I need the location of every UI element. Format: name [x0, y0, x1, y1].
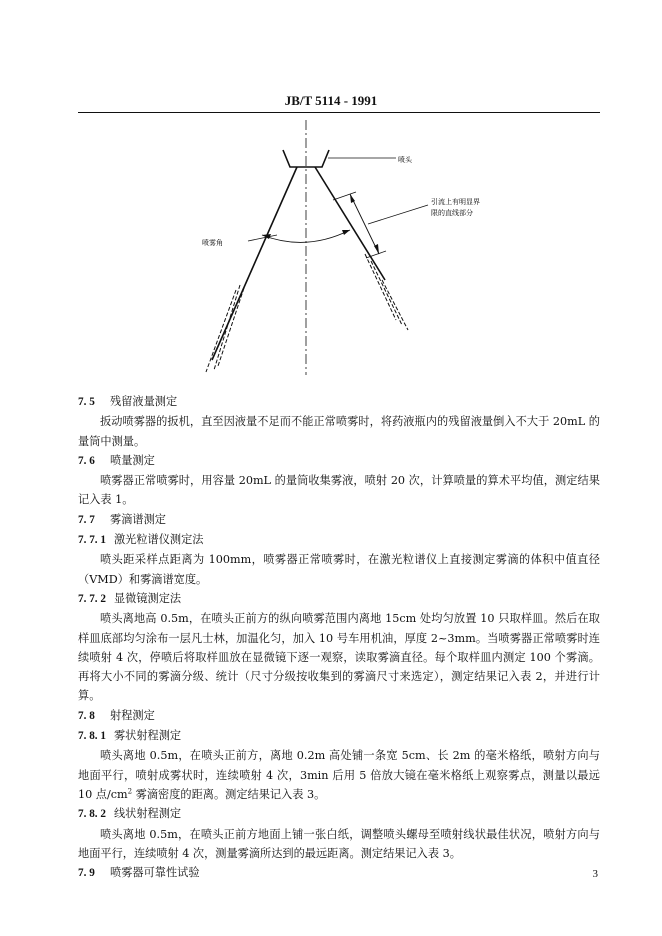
- paragraph: 喷头离地 0.5m，在喷头正前方地面上铺一张白纸，调整喷头螺母至喷射线状最佳状况，喷射方向与地面平行，连续喷射 4 次，测量雾滴所达到的最远距离。测定结果记入表 3。: [78, 827, 600, 860]
- section-number: 7. 8: [78, 709, 95, 722]
- subsection-heading: [78, 726, 600, 746]
- subsection-heading: [78, 589, 600, 609]
- section-heading: [78, 863, 600, 883]
- section-number: 7. 8. 1: [78, 730, 106, 743]
- section-number: 7. 7. 1: [78, 534, 106, 547]
- dimension-line: [350, 194, 379, 254]
- section-heading: [78, 451, 600, 471]
- paragraph: [78, 746, 600, 804]
- boundary-leader: [368, 205, 428, 224]
- section-title: 雾滴谱测定: [110, 512, 166, 526]
- section-number: 7. 7: [78, 513, 95, 526]
- section-title: 雾状射程测定: [113, 729, 182, 743]
- page-header: JB/T 5114 - 1991: [284, 93, 378, 108]
- page-number: 3: [592, 868, 598, 880]
- spray-edge-left: [212, 167, 297, 360]
- superscript: 2: [127, 787, 133, 796]
- paragraph: 扳动喷雾器的扳机，直至因液量不足而不能正常喷雾时，将药液瓶内的残留液量倒入不大于 20mL 的量筒中测量。: [78, 415, 600, 448]
- section-title: 喷量测定: [110, 453, 155, 467]
- section-number: 7. 8. 2: [78, 808, 106, 821]
- spray-angle-figure: [150, 120, 550, 380]
- section-number: 7. 9: [78, 867, 95, 880]
- paragraph: 喷头离地高 0.5m，在喷头正前方的纵向喷雾范围内离地 15cm 处均匀放置 10 只取样皿。然后在取样皿底部均匀涂布一层凡士林，加温化匀，加入 10 号车用机油，厚度 2~3mm。当喷雾器正常喷雾时连续喷射 4 次，停喷后将取样皿放在显微镜下逐一观察，读取雾滴直径。每个取样皿内测定 100 个雾滴。再将大小不同的雾滴分级、统计（尺寸分级按收集到的雾滴尺寸来选定），测定结果记入表 2，并进行计算。: [78, 612, 600, 703]
- section-heading: [78, 706, 600, 726]
- section-heading: [78, 392, 600, 412]
- paragraph-text: 喷头离地 0.5m，在喷头正前方，离地 0.2m 高处铺一条宽 5cm、长 2m 的毫米格纸，喷射方向与地面平行，喷射成雾状时，连续喷射 4 次，3min 后用 5 倍放大镜在毫米格纸上观察雾点，测量以最远 10 点/cm: [78, 749, 600, 801]
- paragraph: 喷头距采样点距离为 100mm，喷雾器正常喷雾时，在激光粒谱仪上直接测定雾滴的体积中值直径（VMD）和雾滴谱宽度。: [78, 553, 600, 586]
- section-title: 激光粒谱仪测定法: [113, 533, 204, 547]
- label-boundary-line2: 限的直线部分: [431, 209, 473, 217]
- section-title: 残留液量测定: [110, 395, 178, 408]
- body-text: [78, 392, 600, 883]
- section-number: 7. 6: [78, 454, 95, 467]
- label-spray-angle: 喷雾角: [202, 239, 223, 247]
- subsection-heading: [78, 530, 600, 550]
- spray-edge-right: [315, 167, 385, 280]
- label-nozzle: 喷头: [398, 156, 412, 164]
- section-title: 线状射程测定: [113, 807, 182, 821]
- dimension-arrow-top: [350, 194, 355, 203]
- header-rule: [78, 112, 600, 113]
- label-boundary-line1: 引流上有明显界: [431, 198, 480, 206]
- section-number: 7. 5: [78, 396, 95, 408]
- section-title: 喷雾器可靠性试验: [110, 866, 200, 880]
- section-heading: [78, 510, 600, 530]
- section-number: 7. 7. 2: [78, 592, 106, 605]
- angle-leader: [248, 235, 277, 241]
- section-title: 射程测定: [110, 708, 155, 722]
- paragraph-text: 雾滴密度的距离。测定结果记入表 3。: [132, 787, 326, 801]
- section-title: 显微镜测定法: [113, 591, 182, 605]
- spray-tail-right: [365, 254, 408, 330]
- arc-arrow-right: [342, 230, 350, 235]
- paragraph: 喷雾器正常喷雾时，用容量 20mL 的量筒收集雾液，喷射 20 次，计算喷量的算术平均值，测定结果记入表 1。: [78, 474, 600, 507]
- subsection-heading: [78, 804, 600, 824]
